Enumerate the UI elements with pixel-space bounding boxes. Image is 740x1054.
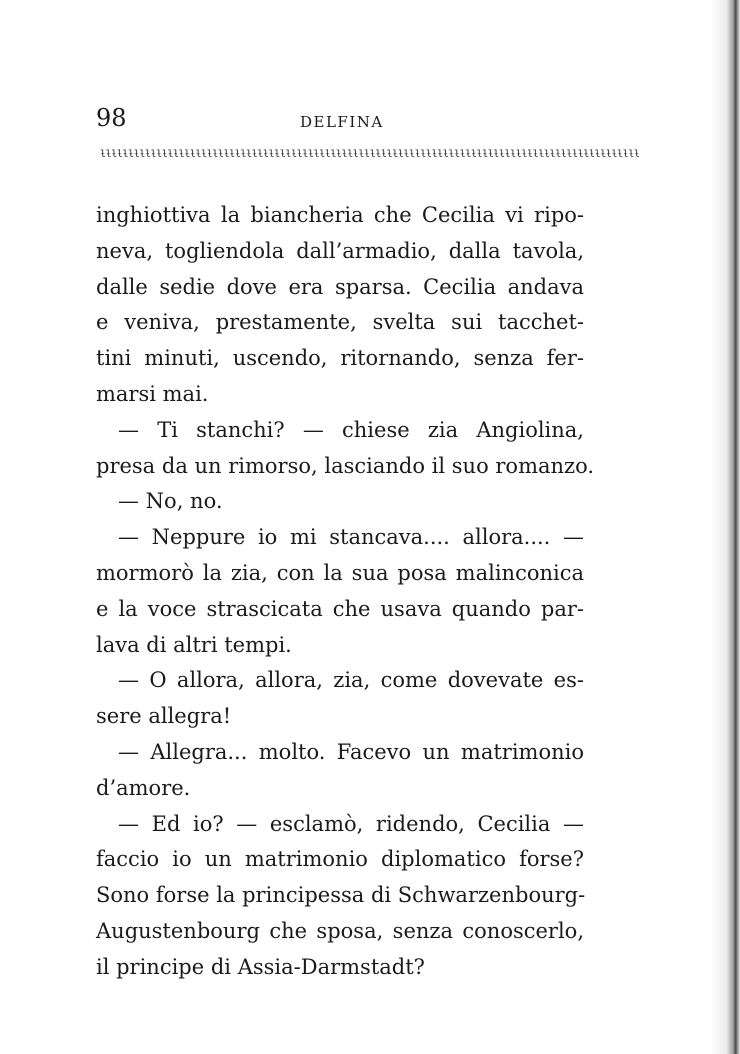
text-line: lava di altri tempi. xyxy=(96,632,292,657)
text-line: e la voce strascicata che usava quando par- xyxy=(96,596,584,621)
text-line: mormorò la zia, con la sua posa malinconica xyxy=(96,560,584,585)
text-line: d’amore. xyxy=(96,775,191,800)
text-line: Sono forse la principessa di Schwarzenbourg- xyxy=(96,883,586,908)
ornamental-rule: ƚƚƚƚƚƚƚƚƚƚƚƚƚƚƚƚƚƚƚƚƚƚƚƚƚƚƚƚƚƚƚƚƚƚƚƚƚƚƚƚƚƚƚƚƚƚƚƚƚƚƚƚƚƚƚƚƚƚƚƚƚƚƚƚƚƚƚƚƚƚƚƚƚƚƚƚƚƚƚƚƚƚƚƚƚƚƚƚƚƚƚƚƚƚƚƚ xyxy=(100,149,640,160)
body-text xyxy=(96,198,595,986)
text-line: inghiottiva la biancheria che Cecilia vi ripo- xyxy=(96,203,584,227)
binding-edge xyxy=(710,0,740,1054)
page-number: 98 xyxy=(96,104,127,132)
text-line: — Ed io? — esclamò, ridendo, Cecilia — xyxy=(118,811,584,836)
text-line: presa da un rimorso, lasciando il suo romanzo. xyxy=(96,453,595,478)
text-line: neva, togliendola dall’armadio, dalla tavola, xyxy=(96,238,584,263)
text-line: e veniva, prestamente, svelta sui tacchet- xyxy=(96,310,584,335)
text-line: — No, no. xyxy=(118,489,223,514)
text-line: — Ti stanchi? — chiese zia Angiolina, xyxy=(118,417,584,442)
running-title: DELFINA xyxy=(300,113,384,131)
text-line: il principe di Assia-Darmstadt? xyxy=(96,954,425,979)
text-line: faccio io un matrimonio diplomatico forse? xyxy=(96,847,584,872)
text-line: — Allegra... molto. Facevo un matrimonio xyxy=(118,739,584,764)
text-line: sere allegra! xyxy=(96,704,232,729)
text-line: dalle sedie dove era sparsa. Cecilia andava xyxy=(96,274,584,299)
text-line: tini minuti, uscendo, ritornando, senza fer- xyxy=(96,346,584,371)
text-line: — Neppure io mi stancava.... allora.... — xyxy=(118,525,584,550)
text-line: Augustenbourg che sposa, senza conoscerlo, xyxy=(96,918,584,943)
text-line: — O allora, allora, zia, come dovevate es- xyxy=(118,668,584,693)
text-line: marsi mai. xyxy=(96,381,209,406)
